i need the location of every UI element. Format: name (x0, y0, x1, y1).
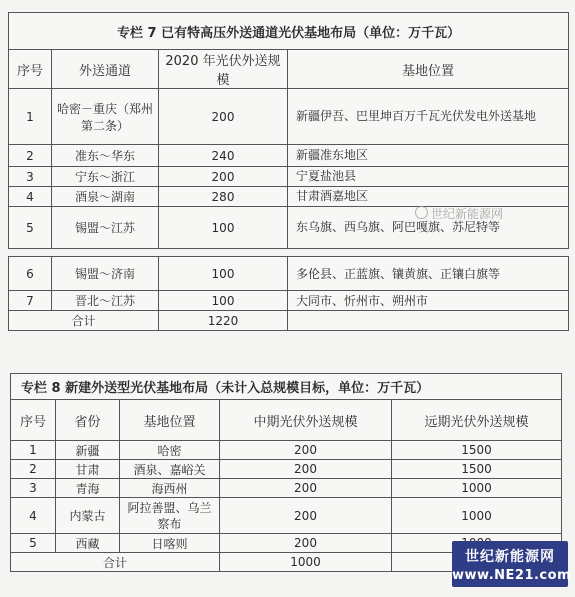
wechat-watermark (415, 205, 503, 222)
cell-channel: 酒泉～湖南 (52, 187, 159, 207)
cell-location: 哈密 (120, 441, 220, 460)
total-label: 合计 (9, 311, 159, 331)
cell-province: 新疆 (56, 441, 120, 460)
cell-index: 3 (11, 479, 56, 498)
cell-index: 1 (11, 441, 56, 460)
table-caption: 专栏 8 新建外送型光伏基地布局（未计入总规模目标，单位：万千瓦） (11, 374, 562, 400)
cell-location: 阿拉善盟、乌兰察布 (120, 498, 220, 534)
cell-index: 4 (11, 498, 56, 534)
logo-url: www.NE21.com (452, 568, 572, 583)
cell-scale: 200 (159, 167, 288, 187)
cell-scale: 200 (159, 89, 288, 145)
cell-mid-term: 200 (220, 498, 392, 534)
cell-location: 多伦县、正蓝旗、镶黄旗、正镶白旗等 (288, 257, 569, 291)
table-row (11, 441, 562, 460)
cell-channel: 宁东～浙江 (52, 167, 159, 187)
cell-long-term: 1500 (392, 441, 562, 460)
table-row (11, 479, 562, 498)
cell-channel: 锡盟～济南 (52, 257, 159, 291)
cell-scale: 100 (159, 291, 288, 311)
table-total-row (9, 311, 569, 331)
cell-scale: 240 (159, 145, 288, 167)
logo-title: 世纪新能源网 (465, 549, 555, 565)
cell-province: 甘肃 (56, 460, 120, 479)
table-row (9, 187, 569, 207)
cell-mid-term: 200 (220, 441, 392, 460)
column-header: 2020 年光伏外送规模 (159, 50, 288, 89)
total-label: 合计 (11, 553, 220, 572)
cell-location: 宁夏盐池县 (288, 167, 569, 187)
cell-channel: 锡盟～江苏 (52, 207, 159, 249)
cell-scale: 100 (159, 207, 288, 249)
empty-cell (288, 311, 569, 331)
cell-long-term: 1500 (392, 460, 562, 479)
column-header: 中期光伏外送规模 (220, 400, 392, 441)
table-row (11, 498, 562, 534)
cell-index: 3 (9, 167, 52, 187)
watermark-text: 世纪新能源网 (431, 207, 504, 221)
table-row (9, 89, 569, 145)
cell-province: 内蒙古 (56, 498, 120, 534)
cell-province: 青海 (56, 479, 120, 498)
cell-location: 大同市、忻州市、朔州市 (288, 291, 569, 311)
cell-location: 新疆准东地区 (288, 145, 569, 167)
table-row (9, 291, 569, 311)
cell-index: 7 (9, 291, 52, 311)
table-existing-uhv-pv-bases-continued (8, 256, 569, 331)
cell-scale: 100 (159, 257, 288, 291)
column-header: 序号 (11, 400, 56, 441)
cell-channel: 晋北～江苏 (52, 291, 159, 311)
column-header: 外送通道 (52, 50, 159, 89)
cell-location: 日喀则 (120, 534, 220, 553)
cell-long-term: 1000 (392, 479, 562, 498)
cell-long-term: 1000 (392, 498, 562, 534)
column-header: 基地位置 (288, 50, 569, 89)
cell-index: 5 (9, 207, 52, 249)
cell-location: 酒泉、嘉峪关 (120, 460, 220, 479)
column-header: 基地位置 (120, 400, 220, 441)
table-row (9, 145, 569, 167)
cell-index: 6 (9, 257, 52, 291)
column-header: 省份 (56, 400, 120, 441)
table-caption: 专栏 7 已有特高压外送通道光伏基地布局（单位：万千瓦） (9, 13, 569, 50)
cell-mid-term: 200 (220, 534, 392, 553)
total-value: 1000 (220, 553, 392, 572)
cell-index: 1 (9, 89, 52, 145)
column-header: 序号 (9, 50, 52, 89)
cell-index: 5 (11, 534, 56, 553)
cell-index: 4 (9, 187, 52, 207)
cell-location: 东乌旗、西乌旗、阿巴嘎旗、苏尼特等 (288, 207, 569, 249)
table-row (9, 257, 569, 291)
cell-index: 2 (9, 145, 52, 167)
wechat-icon (415, 206, 428, 219)
cell-province: 西藏 (56, 534, 120, 553)
cell-mid-term: 200 (220, 460, 392, 479)
cell-location: 甘肃酒嘉地区 (288, 187, 569, 207)
cell-scale: 280 (159, 187, 288, 207)
cell-channel: 准东～华东 (52, 145, 159, 167)
cell-location: 新疆伊吾、巴里坤百万千瓦光伏发电外送基地 (288, 89, 569, 145)
column-header: 远期光伏外送规模 (392, 400, 562, 441)
cell-index: 2 (11, 460, 56, 479)
total-value: 1220 (159, 311, 288, 331)
cell-location: 海西州 (120, 479, 220, 498)
table-row (11, 460, 562, 479)
cell-channel: 哈密－重庆（郑州第二条） (52, 89, 159, 145)
table-row (9, 167, 569, 187)
site-logo (452, 541, 572, 587)
cell-mid-term: 200 (220, 479, 392, 498)
